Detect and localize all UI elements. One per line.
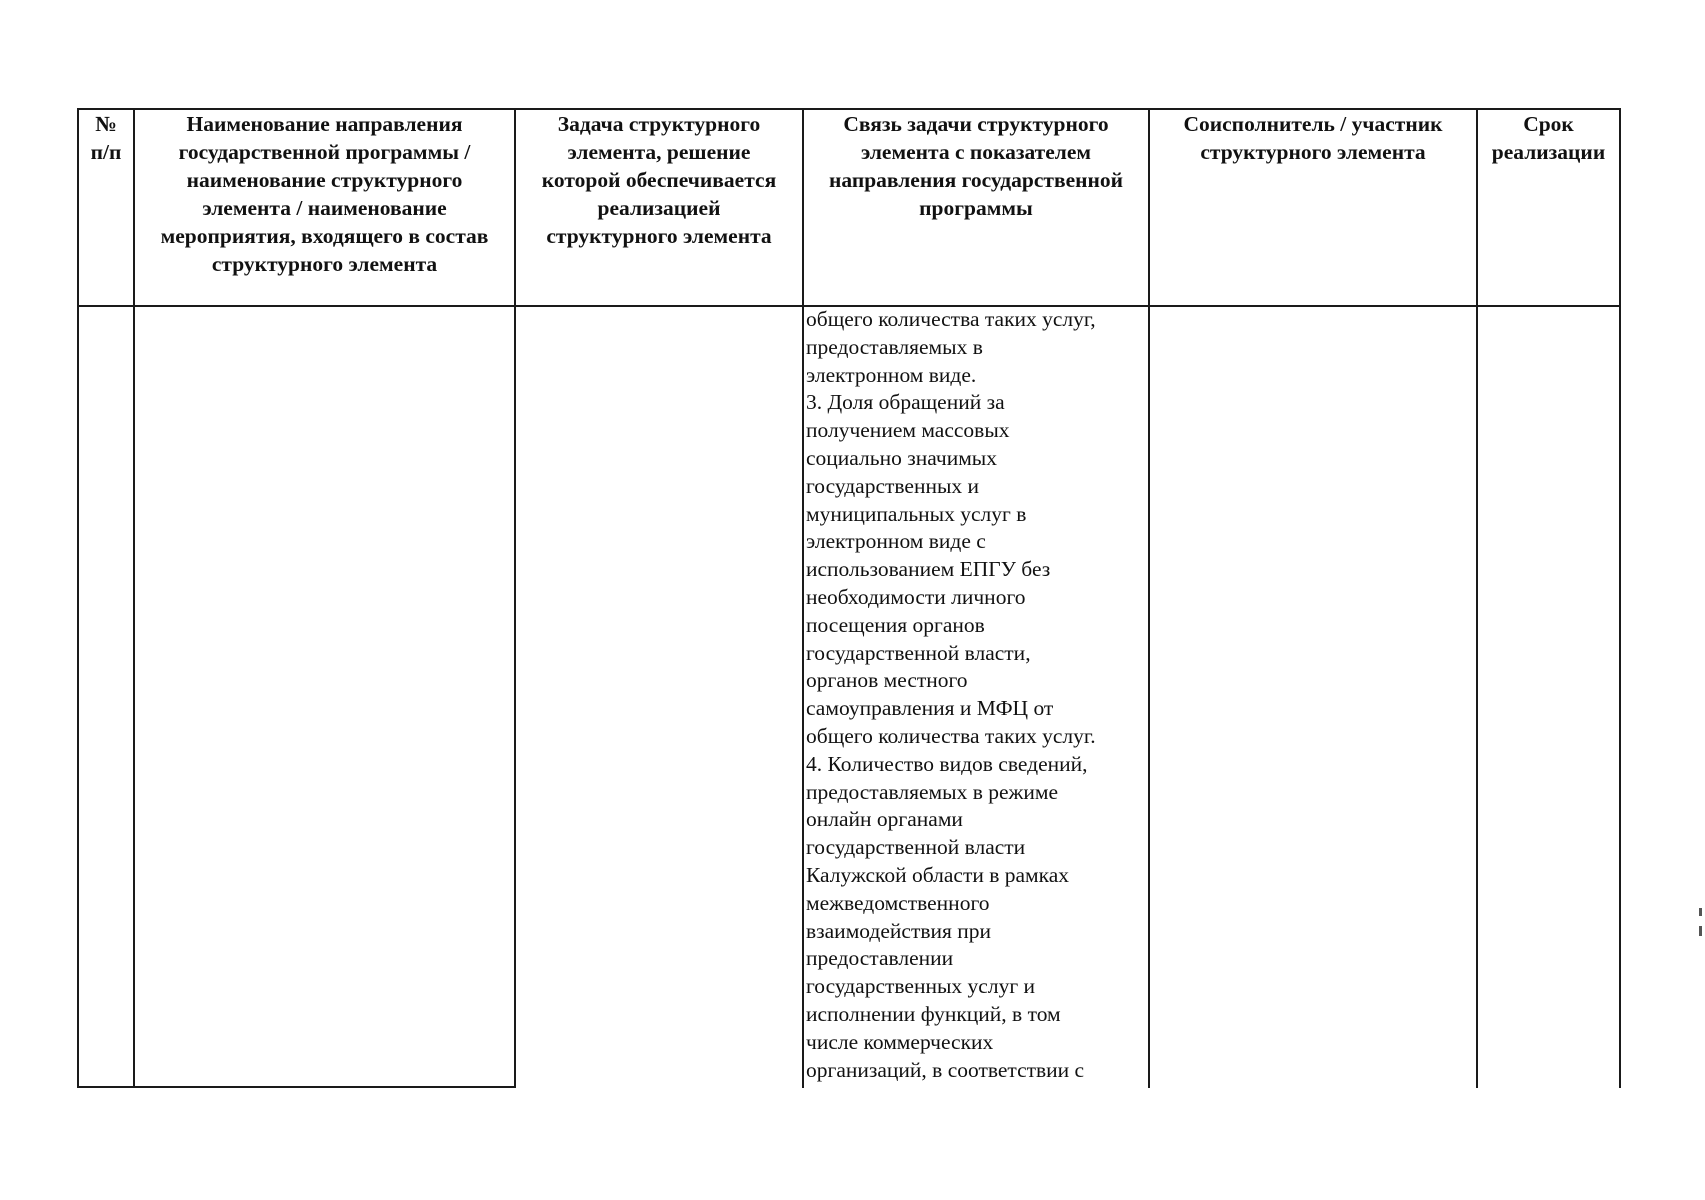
table-bottom-border-left	[77, 1086, 515, 1088]
row-cell-coexecutor	[1152, 306, 1474, 1086]
row-cell-number	[81, 306, 131, 1086]
header-task: Задача структурного элемента, решение которой обеспечивается реализацией структурного элемента	[541, 112, 777, 248]
scan-edge-mark	[1699, 908, 1702, 916]
header-link: Связь задачи структурного элемента с показателем направления государственной программы	[828, 112, 1124, 220]
row-cell-term	[1480, 306, 1617, 1086]
row-cell-task	[518, 306, 800, 1086]
row-cell-link: общего количества таких услуг, предоставляемых в электронном виде. 3. Доля обращений за получением массовых социально значимых государственных и муниципальных услуг в электронном виде с использованием ЕПГУ без необходимости личного посещения органов государственной власти, органов местного самоуправления и МФЦ от общего количества таких услуг. 4. Количество видов сведений, предоставляемых в режиме онлайн органами государственной власти Калужской области в рамках межведомственного взаимодействия при предоставлении государственных услуг и исполнении функций, в том числе коммерческих организаций, в соответствии с	[806, 307, 1096, 1082]
header-term: Срок реализации	[1491, 112, 1606, 164]
column-border-6	[1619, 108, 1621, 1088]
header-number: № п/п	[90, 112, 122, 164]
header-name: Наименование направления государственной программы / наименование структурного элемента / наименование мероприятия, входящего в состав структурного элемента	[160, 112, 489, 276]
header-coexecutor: Соисполнитель / участник структурного элемента	[1183, 112, 1443, 164]
scan-edge-mark	[1699, 926, 1702, 936]
row-cell-name	[137, 306, 512, 1086]
